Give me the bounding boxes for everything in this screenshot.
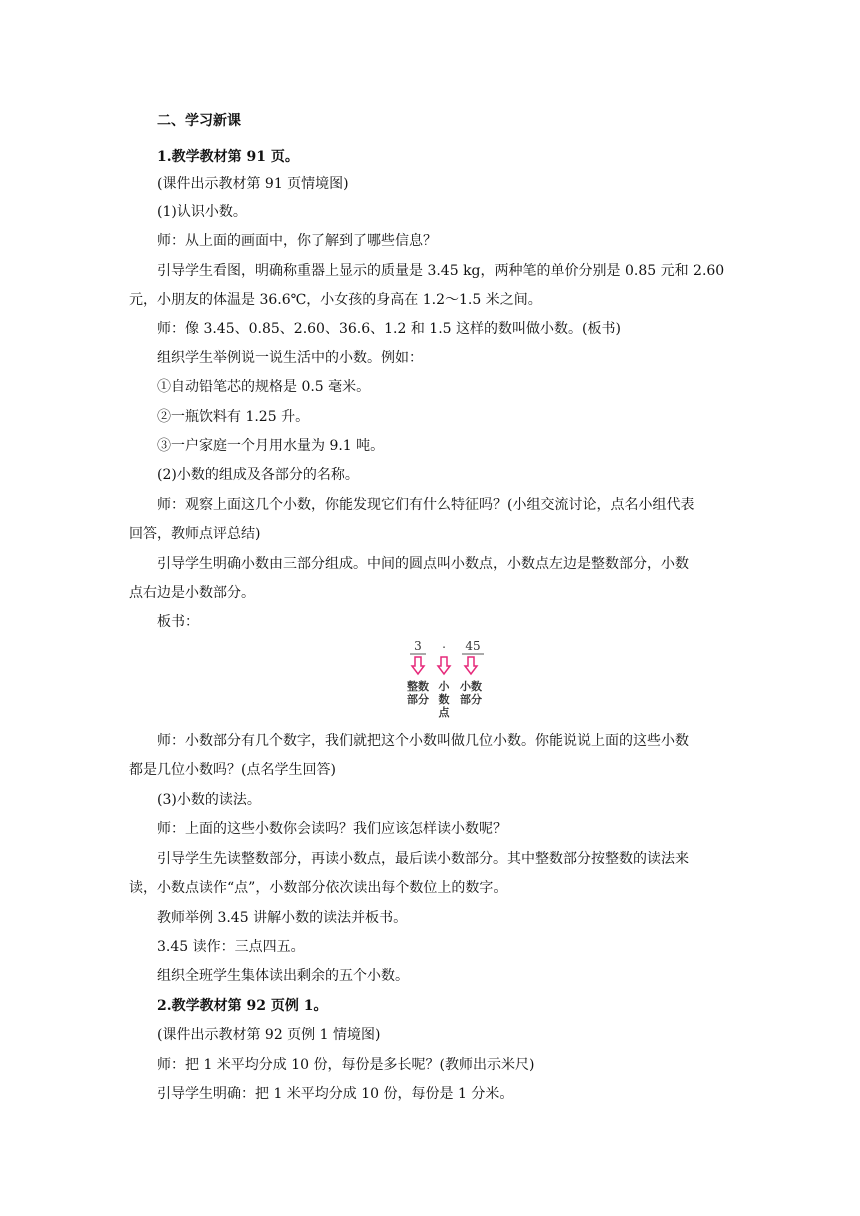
- arrow-down-icon: [465, 657, 477, 674]
- decimal-point: .: [442, 637, 446, 651]
- paragraph-3: 师：像 3.45、0.85、2.60、36.6、1.2 和 1.5 这样的数叫做小数。(板书): [157, 321, 621, 337]
- subsection-1: (1)认识小数。: [157, 204, 247, 220]
- decimal-digits: 45: [465, 639, 481, 653]
- board-label: 板书：: [157, 614, 199, 630]
- decimal-point-label: [438, 680, 450, 719]
- section-2-note: (课件出示教材第 92 页例 1 情境图): [157, 1027, 381, 1043]
- subsection-2: (2)小数的组成及各部分的名称。: [157, 467, 359, 483]
- paragraph-6-line-1: 引导学生明确小数由三部分组成。中间的圆点叫小数点，小数点左边是整数部分，小数: [157, 556, 689, 572]
- decimal-part-label-line-1: 小数: [460, 680, 482, 693]
- section-1-title: 1.教学教材第 91 页。: [157, 149, 299, 165]
- example-2: ②一瓶饮料有 1.25 升。: [157, 409, 310, 425]
- paragraph-6-line-2: 点右边是小数部分。: [129, 585, 255, 601]
- paragraph-5-line-1: 师：观察上面这几个小数，你能发现它们有什么特征吗？(小组交流讨论，点名小组代表: [157, 497, 695, 513]
- integer-digit: 3: [414, 639, 422, 653]
- paragraph-9-line-1: 引导学生先读整数部分，再读小数点，最后读小数部分。其中整数部分按整数的读法来: [157, 851, 689, 867]
- paragraph-7-line-1: 师：小数部分有几个数字，我们就把这个小数叫做几位小数。你能说说上面的这些小数: [157, 733, 689, 749]
- decimal-part-label-line-2: 部分: [460, 693, 482, 706]
- example-3: ③一户家庭一个月用水量为 9.1 吨。: [157, 438, 385, 454]
- paragraph-11: 3.45 读作：三点四五。: [157, 939, 305, 955]
- decimal-point-label-line-1: 小: [438, 680, 450, 693]
- section-2-title: 2.教学教材第 92 页例 1。: [157, 998, 328, 1014]
- paragraph-10: 教师举例 3.45 讲解小数的读法并板书。: [157, 910, 408, 926]
- paragraph-13: 师：把 1 米平均分成 10 份，每份是多长呢？(教师出示米尺): [157, 1057, 535, 1073]
- arrow-down-icon: [438, 657, 450, 674]
- decimal-point-label-line-3: 点: [438, 706, 450, 719]
- decimal-parts-diagram: [398, 638, 488, 722]
- paragraph-9-line-2: 读，小数点读作“点”，小数部分依次读出每个数位上的数字。: [129, 880, 508, 896]
- integer-part-label-line-1: 整数: [407, 680, 429, 693]
- paragraph-7-line-2: 都是几位小数吗？(点名学生回答): [129, 762, 336, 778]
- paragraph-2-line-2: 元，小朋友的体温是 36.6℃，小女孩的身高在 1.2～1.5 米之间。: [129, 292, 542, 308]
- decimal-point-label-line-2: 数: [438, 693, 450, 706]
- integer-part-label: [404, 680, 432, 706]
- paragraph-4: 组织学生举例说一说生活中的小数。例如：: [157, 350, 423, 366]
- paragraph-12: 组织全班学生集体读出剩余的五个小数。: [157, 968, 409, 984]
- paragraph-8: 师：上面的这些小数你会读吗？我们应该怎样读小数呢？: [157, 821, 507, 837]
- paragraph-5-line-2: 回答，教师点评总结): [129, 526, 261, 542]
- section-heading: 二、学习新课: [157, 113, 241, 129]
- paragraph-2-line-1: 引导学生看图，明确称重器上显示的质量是 3.45 kg，两种笔的单价分别是 0.85 元和 2.60: [157, 263, 725, 279]
- decimal-part-label: [456, 680, 486, 706]
- diagram-arrows: [398, 638, 488, 678]
- paragraph-1: 师：从上面的画面中，你了解到了哪些信息？: [157, 233, 437, 249]
- example-1: ①自动铅笔芯的规格是 0.5 毫米。: [157, 379, 371, 395]
- arrow-down-icon: [412, 657, 424, 674]
- paragraph-14: 引导学生明确：把 1 米平均分成 10 份，每份是 1 分米。: [157, 1086, 514, 1102]
- subsection-3: (3)小数的读法。: [157, 792, 261, 808]
- integer-part-label-line-2: 部分: [407, 693, 429, 706]
- section-1-note: (课件出示教材第 91 页情境图): [157, 176, 349, 192]
